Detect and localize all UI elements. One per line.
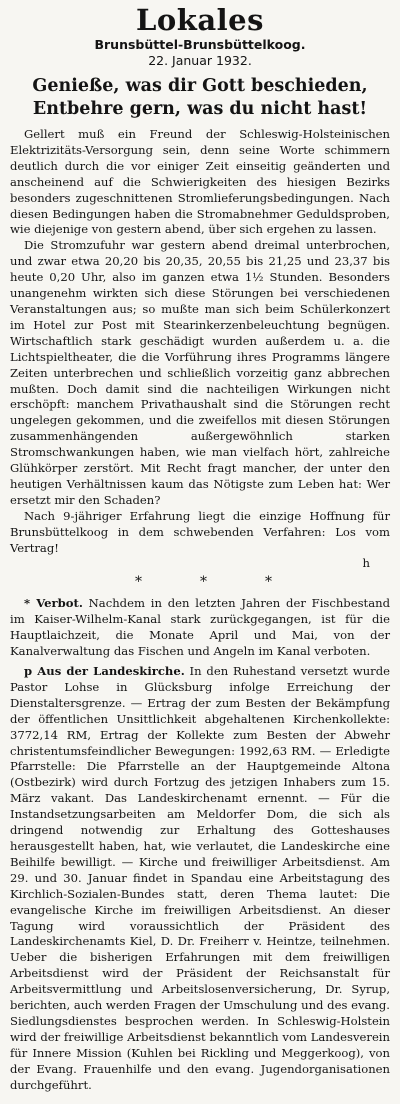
author-signature: h: [362, 556, 370, 571]
article-keyword: p Aus der Landeskirche.: [24, 664, 185, 678]
paragraph: Gellert muß ein Freund der Schleswig-Holsteinischen Elektrizitäts-Versorgung sein, denn seine Worte schimmern deutlich durch die vor einiger Zeit einseitig geänderten und anscheinend auf die Schwierigkeiten des hiesigen Bezirks besonders zugeschnittenen Stromlieferungsbedingungen. Nach diesen Bedingungen haben die Stromabnehmer Geduldsproben, wie diejenige von gestern abend, über sich ergehen zu lassen.: [10, 127, 390, 237]
article-electricity: [10, 127, 390, 572]
article-body: Nachdem in den letzten Jahren der Fischbestand im Kaiser-Wilhelm-Kanal stark zurückgegangen, ist für die Hauptlaichzeit, die Monate April und Mai, von der Kanalverwaltung das Fischen und Angeln im Kanal verboten.: [10, 596, 390, 659]
article-landeskirche: [10, 664, 390, 1093]
paragraph: Nach 9-jähriger Erfahrung liegt die einzige Hoffnung für Brunsbüttelkoog in dem schwebenden Verfahren: Los vom Vertrag!: [10, 508, 390, 555]
paragraph: Die Stromzufuhr war gestern abend dreimal unterbrochen, und zwar etwa 20,20 bis 20,35, 20,55 bis 21,25 und 23,37 bis heute 0,20 Uhr, also im ganzen etwa 1½ Stunden. Besonders unangenehm wirkten sich diese Störungen bei verschiedenen Veranstaltungen aus; so mußte man sich beim Schülerkonzert im Hotel zur Post mit Stearinkerzenbeleuchtung begnügen. Wirtschaftlich stark geschädigt wurden außerdem u. a. die Lichtspieltheater, die die Vorführung ihres Programms längere Zeiten unterbrechen und schließlich vorzeitig ganz abbrechen mußten. Doch damit sind die nachteiligen Wirkungen nicht erschöpft: manchem Privathaushalt sind die Störungen recht ungelegen gekommen, und die zweifellos mit diesen Störungen zusammenhängenden außergewöhnlich starken Stromschwankungen haben, wie man vielfach hört, zahlreiche Glühkörper zerstört. Mit Recht fragt mancher, der unter den heutigen Verhältnissen kaum das Nötigste zum Leben hat: Wer ersetzt mir den Schaden?: [10, 238, 390, 507]
separator-star: *: [135, 574, 142, 591]
section-separator: [10, 574, 390, 592]
separator-star: *: [200, 574, 207, 591]
dateline: Brunsbüttel-Brunsbüttelkoog.: [94, 37, 306, 52]
article-keyword: * Verbot.: [24, 596, 83, 611]
section-title: Lokales: [136, 3, 264, 37]
paragraph: [10, 664, 390, 1093]
separator-star: *: [265, 574, 272, 591]
article-verbot: [10, 596, 390, 660]
article-headline: Genieße, was dir Gott beschieden, Entbehre gern, was du nicht hast!: [32, 76, 368, 119]
article-body: In den Ruhestand versetzt wurde Pastor Lohse in Glücksburg infolge Erreichung der Dienstaltersgrenze. — Ertrag der zum Besten der Bekämpfung der öffentlichen Unsittlichkeit abgehaltenen Kirchenkollekte: 3772,14 RM, Ertrag der Kollekte zum Besten der Abwehr christentumsfeindlicher Bewegungen: 1992,63 RM. — Erledigte Pfarrstelle: Die Pfarrstelle an der Hauptgemeinde Altona (Ostbezirk) wird durch Fortzug des jetzigen Inhabers zum 15. März vakant. Das Landeskirchenamt ernennt. — Für die Instandsetzungsarbeiten am Meldorfer Dom, die sich als dringend notwendig zur Erhaltung des Gotteshauses herausgestellt haben, hat, wie verlautet, die Landeskirche eine Beihilfe bewilligt. — Kirche und freiwilliger Arbeitsdienst. Am 29. und 30. Januar findet in Spandau eine Arbeitstagung des Kirchlich-Sozialen-Bundes statt, deren Thema lautet: Die evangelische Kirche im freiwilligen Arbeitsdienst. An dieser Tagung wird voraussichtlich der Präsident des Landeskirchenamts Kiel, D. Dr. Freiherr v. Heintze, teilnehmen. Ueber die bisherigen Erfahrungen mit dem freiwilligen Arbeitsdienst wird der Präsident der Reichsanstalt für Arbeitsvermittlung und Arbeitslosenversicherung, Dr. Syrup, berichten, auch werden Fragen der Umschulung und des evang. Siedlungsdienstes besprochen werden. In Schleswig-Holstein wird der freiwillige Arbeitsdienst bekanntlich vom Landesverein für Innere Mission (Kuhlen bei Rickling und Meggerkoog), von der Evang. Frauenhilfe und den evang. Jugendorganisationen durchgeführt.: [10, 664, 390, 1092]
paragraph: [10, 596, 390, 660]
date: 22. Januar 1932.: [148, 53, 252, 68]
